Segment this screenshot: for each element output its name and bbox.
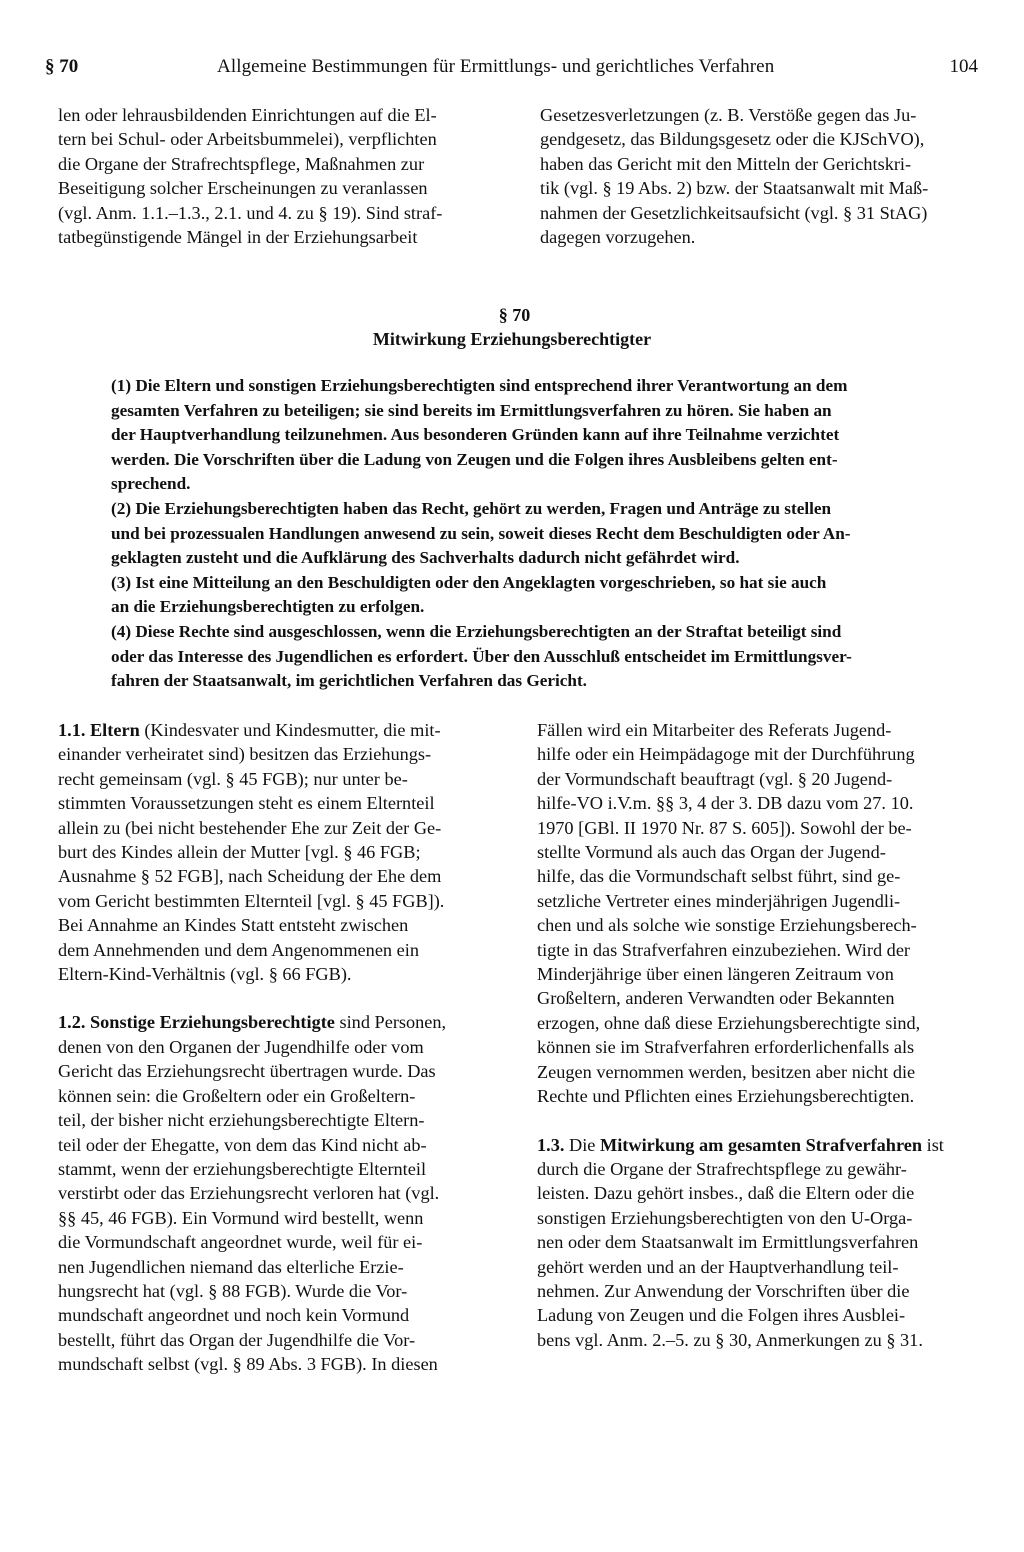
text-line: bens vgl. Anm. 2.–5. zu § 30, Anmerkungen zu § 31. [537, 1329, 923, 1350]
text-line: Gesetzesverletzungen (z. B. Verstöße gegen das Ju- [540, 105, 917, 125]
statute-paragraph-2 [111, 497, 935, 571]
text-line: vom Gericht bestimmten Elternteil [vgl. § 45 FGB]). [58, 890, 445, 911]
section-title: Mitwirkung Erziehungsberechtigter [372, 329, 652, 349]
statute-line: (2) Die Erziehungsberechtigten haben das Recht, gehört zu werden, Fragen und Anträge zu stellen [111, 498, 832, 518]
text-line: hilfe, das die Vormundschaft selbst führt, sind ge- [537, 866, 901, 887]
statute-paragraph-4 [111, 620, 935, 694]
text-line: denen von den Organen der Jugendhilfe oder vom [58, 1036, 424, 1057]
text-line: stimmten Voraussetzungen steht es einem Elternteil [58, 793, 435, 814]
paragraph-gap [58, 986, 507, 1010]
text-line: Zeugen vernommen werden, besitzen aber nicht die [537, 1061, 916, 1082]
text-line: tigte in das Strafverfahren einzubeziehen. Wird der [537, 939, 911, 960]
statute-paragraph-3 [111, 571, 935, 620]
page-number: 104 [949, 56, 978, 77]
text-line: Rechte und Pflichten eines Erziehungsberechtigten. [537, 1086, 915, 1107]
bottom-left-column [58, 718, 507, 1377]
text-line: Großeltern, anderen Verwandten oder Bekannten [537, 988, 895, 1009]
text-line: sind Personen, [334, 1012, 447, 1033]
note-1-3-after: ist [922, 1134, 944, 1155]
text-line: teil, der bisher nicht erziehungsberechtigte Eltern- [58, 1110, 425, 1131]
text-line: können sein: die Großeltern oder ein Großeltern- [58, 1085, 416, 1106]
text-line: recht gemeinsam (vgl. § 45 FGB); nur unter be- [58, 768, 408, 789]
note-1-1 [58, 718, 507, 986]
text-line: Beseitigung solcher Erscheinungen zu veranlassen [58, 178, 428, 199]
note-1-2-label: 1.2. Sonstige Erziehungsberechtigte [58, 1012, 335, 1033]
text-line: Fällen wird ein Mitarbeiter des Referats Jugend- [537, 720, 892, 740]
header-section-number: § 70 [45, 56, 79, 77]
text-line: leisten. Dazu gehört insbes., daß die Eltern oder die [537, 1183, 915, 1204]
text-line: die Vormundschaft angeordnet wurde, weil für ei- [58, 1232, 423, 1253]
text-line: der Vormundschaft beauftragt (vgl. § 20 Jugend- [537, 768, 893, 789]
text-line: gehört werden und an der Hauptverhandlung teil- [537, 1256, 899, 1277]
page-header [45, 56, 978, 84]
text-line: hungsrecht hat (vgl. § 88 FGB). Wurde die Vor- [58, 1280, 408, 1301]
text-line: Gericht das Erziehungsrecht übertragen wurde. Das [58, 1061, 436, 1082]
note-1-3-lead: Die [564, 1134, 600, 1155]
statute-text [111, 374, 935, 694]
text-line: verstirbt oder das Erziehungsrecht verloren hat (vgl. [58, 1183, 440, 1204]
text-line: sonstigen Erziehungsberechtigten von den U-Orga- [537, 1207, 913, 1228]
text-line: Ausnahme § 52 FGB], nach Scheidung der Ehe dem [58, 866, 442, 887]
text-line: dagegen vorzugehen. [540, 227, 696, 248]
text-line: mundschaft angeordnet und noch kein Vormund [58, 1305, 410, 1326]
text-line: (Kindesvater und Kindesmutter, die mit- [139, 720, 441, 740]
note-1-1-label: 1.1. Eltern [58, 720, 140, 740]
text-line: stammt, wenn der erziehungsberechtigte Elternteil [58, 1158, 427, 1179]
text-line: durch die Organe der Strafrechtspflege zu gewähr- [537, 1158, 907, 1179]
text-line: dem Annehmenden und dem Angenommenen ein [58, 939, 419, 960]
text-line: chen und als solche wie sonstige Erziehungsberech- [537, 915, 917, 936]
text-line: teil oder der Ehegatte, von dem das Kind nicht ab- [58, 1134, 427, 1155]
statute-line: gesamten Verfahren zu beteiligen; sie sind bereits im Ermittlungsverfahren zu hören. Sie haben an [111, 400, 832, 420]
statute-line: (3) Ist eine Mitteilung an den Beschuldigten oder den Angeklagten vorgeschrieben, so hat sie auch [111, 572, 827, 592]
text-line: hilfe-VO i.V.m. §§ 3, 4 der 3. DB dazu vom 27. 10. [537, 793, 914, 814]
statute-line: werden. Die Vorschriften über die Ladung von Zeugen und die Folgen ihres Ausbleibens gelten ent- [111, 449, 838, 469]
statute-paragraph-1 [111, 374, 935, 497]
text-line: nehmen. Zur Anwendung der Vorschriften über die [537, 1280, 910, 1301]
text-line: Ladung von Zeugen und die Folgen ihres Ausblei- [537, 1305, 906, 1326]
text-line: stellte Vormund als auch das Organ der Jugend- [537, 842, 886, 863]
text-line: hilfe oder ein Heimpädagoge mit der Durchführung [537, 744, 915, 765]
text-line: mundschaft selbst (vgl. § 89 Abs. 3 FGB). In diesen [58, 1354, 438, 1375]
paragraph-gap [537, 1109, 981, 1133]
top-left-text [58, 103, 507, 249]
statute-line: und bei prozessualen Handlungen anwesend zu sein, soweit dieses Recht dem Beschuldigten oder An- [111, 523, 851, 543]
top-right-text [540, 103, 981, 249]
note-1-2 [58, 1010, 507, 1376]
note-1-3-bold: Mitwirkung am gesamten Strafverfahren [599, 1134, 923, 1155]
section-number: § 70 [498, 305, 531, 325]
text-line: tern bei Schul- oder Arbeitsbummelei), verpflichten [58, 129, 437, 150]
note-1-1-text [58, 720, 444, 984]
top-right-column [540, 103, 981, 249]
statute-line: sprechend. [111, 474, 191, 494]
text-line: gendgesetz, das Bildungsgesetz oder die KJSchVO), [540, 129, 925, 150]
text-line: §§ 45, 46 FGB). Ein Vormund wird bestellt, wenn [58, 1207, 424, 1228]
statute-line: oder das Interesse des Jugendlichen es erfordert. Über den Ausschluß entscheidet im Ermittlungsver- [111, 646, 852, 666]
note-1-3-text [537, 1159, 923, 1350]
text-line: bestellt, führt das Organ der Jugendhilfe die Vor- [58, 1329, 416, 1350]
text-line: Minderjährige über einen längeren Zeitraum von [537, 964, 894, 985]
statute-line: an die Erziehungsberechtigten zu erfolgen. [111, 597, 425, 617]
text-line: können sie im Strafverfahren erforderlichenfalls als [537, 1037, 915, 1058]
statute-line: fahren der Staatsanwalt, im gerichtlichen Verfahren das Gericht. [111, 671, 587, 691]
text-line: nen Jugendlichen niemand das elterliche Erzie- [58, 1256, 404, 1277]
text-line: Bei Annahme an Kindes Statt entsteht zwischen [58, 915, 409, 936]
text-line: setzliche Vertreter eines minderjährigen Jugendli- [537, 890, 901, 911]
text-line: Eltern-Kind-Verhältnis (vgl. § 66 FGB). [58, 964, 352, 985]
text-line: tatbegünstigende Mängel in der Erziehungsarbeit [58, 227, 418, 248]
text-line: nen oder dem Staatsanwalt im Ermittlungsverfahren [537, 1232, 919, 1253]
bottom-right-column [537, 718, 981, 1352]
note-1-3 [537, 1133, 981, 1353]
text-line: haben das Gericht mit den Mitteln der Gerichtskri- [540, 153, 912, 174]
statute-line: der Hauptverhandlung teilzunehmen. Aus besonderen Gründen kann auf ihre Teilnahme verzichtet [111, 425, 840, 445]
text-line: einander verheiratet sind) besitzen das Erziehungs- [58, 744, 432, 765]
text-line: len oder lehrausbildenden Einrichtungen auf die El- [58, 105, 437, 125]
text-line: burt des Kindes allein der Mutter [vgl. § 46 FGB; [58, 842, 421, 863]
text-line: (vgl. Anm. 1.1.–1.3., 2.1. und 4. zu § 19). Sind straf- [58, 202, 443, 223]
text-line: erzogen, ohne daß diese Erziehungsberechtigte sind, [537, 1012, 921, 1033]
note-1-2-continued [537, 718, 981, 1109]
text-line: die Organe der Strafrechtspflege, Maßnahmen zur [58, 153, 425, 174]
text-line: allein zu (bei nicht bestehender Ehe zur Zeit der Ge- [58, 817, 442, 838]
text-line: 1970 [GBl. II 1970 Nr. 87 S. 605]). Sowohl der be- [537, 817, 912, 838]
statute-line: (4) Diese Rechte sind ausgeschlossen, wenn die Erziehungsberechtigten an der Straftat beteiligt sind [111, 621, 842, 641]
note-1-3-number: 1.3. [537, 1134, 565, 1155]
note-1-2-text [58, 1012, 446, 1374]
top-left-column [58, 103, 507, 249]
statute-line: geklagten zusteht und die Aufklärung des Sachverhalts dadurch nicht gefährdet wird. [111, 548, 740, 568]
text-line: nahmen der Gesetzlichkeitsaufsicht (vgl. § 31 StAG) [540, 202, 928, 223]
text-line: tik (vgl. § 19 Abs. 2) bzw. der Staatsanwalt mit Maß- [540, 178, 929, 199]
header-title: Allgemeine Bestimmungen für Ermittlungs- und gerichtliches Verfahren [217, 56, 775, 77]
statute-line: (1) Die Eltern und sonstigen Erziehungsberechtigten sind entsprechend ihrer Verantwortung an dem [111, 376, 848, 395]
